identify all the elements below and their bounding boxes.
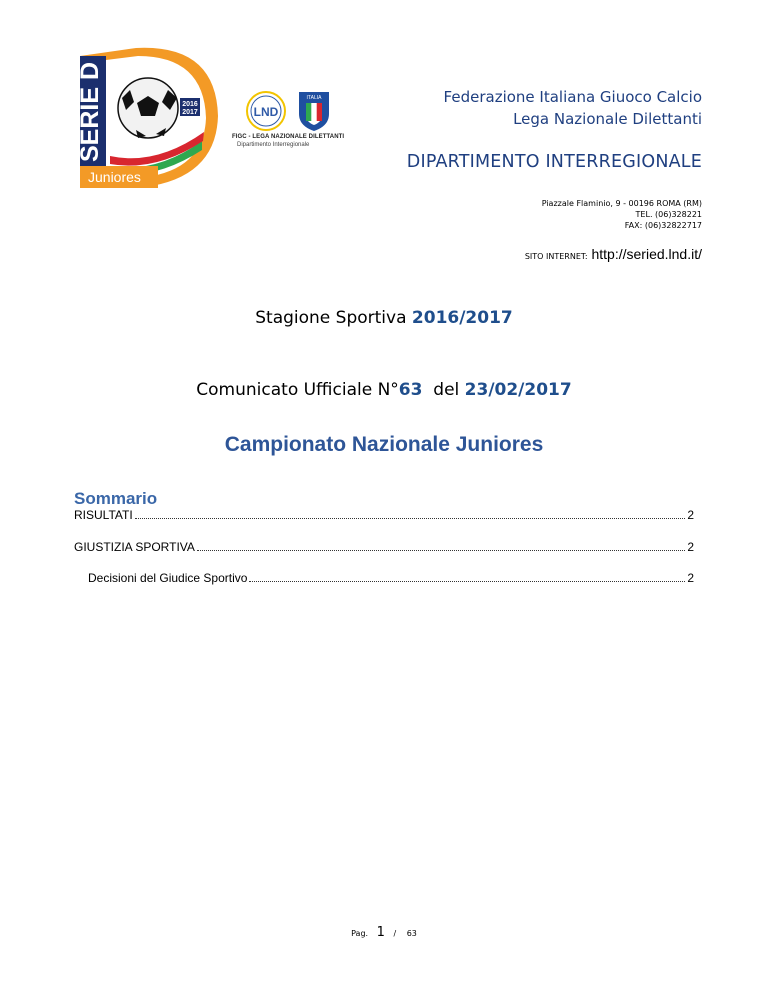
league-name: Lega Nazionale Dilettanti [513,110,702,128]
season-line [0,308,768,328]
website-row [525,246,702,262]
page-separator: / [393,929,397,938]
toc-leader [249,581,685,582]
championship-title: Campionato Nazionale Juniores [224,433,544,456]
toc-leader [135,518,686,519]
years-bottom: 2017 [182,109,198,116]
communique-date: 23/02/2017 [464,380,572,400]
communique-number: 63 [398,380,423,400]
page-footer [0,925,768,940]
toc-label: RISULTATI [74,508,133,522]
season-value: 2016/2017 [411,308,513,328]
lnd-caption-line1: FIGC - LEGA NAZIONALE DILETTANTI [232,134,345,140]
federation-name: Federazione Italiana Giuoco Calcio [443,88,702,106]
toc-item-giustizia-sportiva[interactable] [74,540,694,554]
summary-title: Sommario [74,489,158,508]
total-pages: 63 [406,929,417,938]
toc-page: 2 [687,508,694,522]
toc-leader [197,550,685,551]
lnd-logo [246,90,286,132]
italia-text: ITALIA [306,95,322,101]
season-label: Stagione Sportiva [255,308,412,328]
toc-label: Decisioni del Giudice Sportivo [88,571,248,585]
communique-line [0,380,768,400]
toc-page: 2 [687,540,694,554]
serie-d-juniores-logo [76,46,221,194]
page-label: Pag. [351,929,369,938]
lnd-text: LND [253,105,279,119]
communique-del: del [422,380,465,400]
fax: FAX: (06)32822717 [624,221,702,230]
lnd-caption-line2: Dipartimento Interregionale [237,142,310,148]
department-title: DIPARTIMENTO INTERREGIONALE [406,152,702,172]
years-top: 2016 [182,101,198,108]
current-page: 1 [376,925,385,940]
juniores-label: Juniores [88,169,141,185]
toc-page: 2 [687,571,694,585]
website-label: SITO INTERNET: [524,252,588,261]
address: Piazzale Flaminio, 9 - 00196 ROMA (RM) [541,199,702,208]
seried-text: SERIE D [76,61,104,162]
toc-item-risultati[interactable] [74,508,694,522]
website-link[interactable]: http://seried.lnd.it/ [591,246,702,262]
figc-shield-logo [297,90,331,132]
toc-label: GIUSTIZIA SPORTIVA [74,540,195,554]
toc-item-decisioni-giudice[interactable] [88,571,694,585]
communique-label: Comunicato Ufficiale N° [196,380,399,400]
telephone: TEL. (06)328221 [635,210,702,219]
